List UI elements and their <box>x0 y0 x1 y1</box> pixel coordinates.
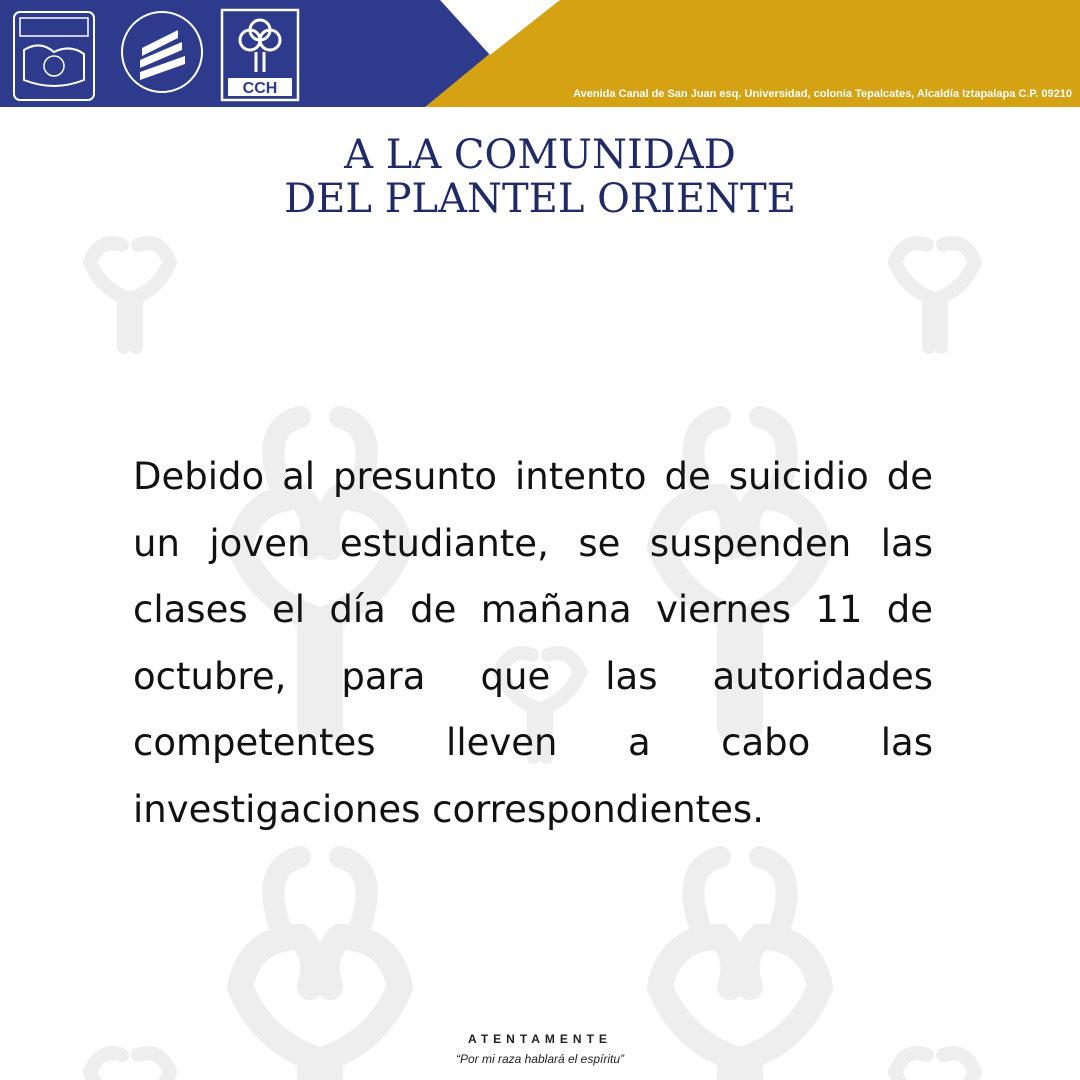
title-line-2: DEL PLANTEL ORIENTE <box>284 176 796 222</box>
logo-group <box>0 0 320 107</box>
header-banner <box>0 0 1080 107</box>
closing-text: ATENTAMENTE <box>468 1032 612 1046</box>
signature-block <box>0 1032 1080 1066</box>
unam-seal-logo <box>14 12 94 100</box>
motto-text: “Por mi raza hablará el espíritu” <box>455 1052 625 1066</box>
announcement-title <box>0 133 1080 221</box>
title-line-1: A LA COMUNIDAD <box>344 132 736 178</box>
colegio-emblem-logo <box>122 12 202 92</box>
address-text: Avenida Canal de San Juan esq. Universidad, colonia Tepalcates, Alcaldía Iztapalapa C.P. 09210 <box>573 88 1072 100</box>
cch-logo <box>222 10 298 100</box>
svg-text:CCH: CCH <box>242 80 278 97</box>
announcement-body: Debido al presunto intento de suicidio de un joven estudiante, se suspenden las clases el día de mañana viernes 11 de octubre, para que las autoridades competentes lleven a cabo las investigaciones correspondientes. <box>133 455 933 831</box>
